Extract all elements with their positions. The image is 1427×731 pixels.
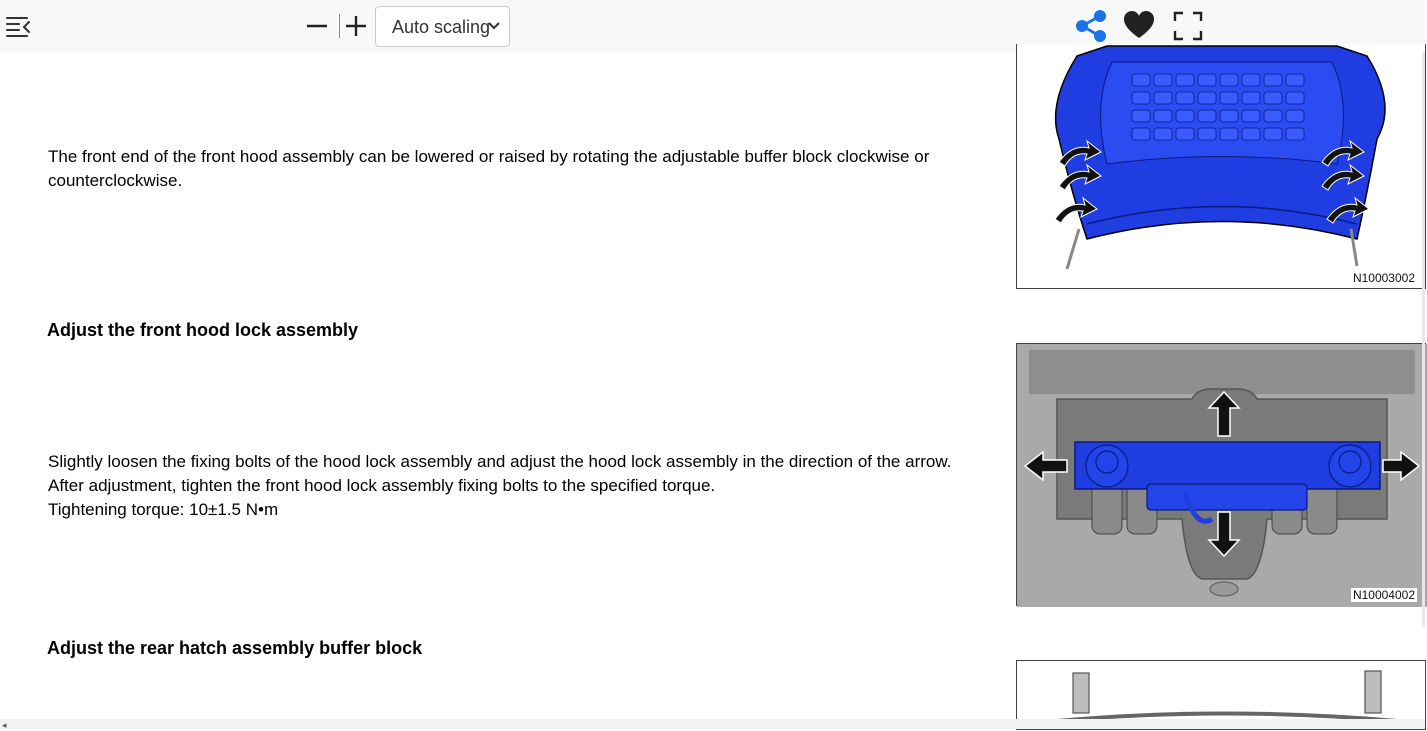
hood-lock-heading: Adjust the front hood lock assembly [47, 320, 359, 340]
fullscreen-button[interactable] [1172, 10, 1204, 42]
chevron-down-icon [487, 19, 501, 33]
tightening-torque: Tightening torque: 10±1.5 N•m [48, 500, 279, 519]
share-icon [1074, 9, 1108, 43]
figure-code-label: N10004002 [1352, 588, 1415, 602]
menu-collapse-icon[interactable] [6, 14, 32, 38]
zoom-in-button[interactable] [342, 12, 370, 40]
scroll-left-icon[interactable]: ◂ [2, 720, 7, 730]
hood-buffer-paragraph: The front end of the front hood assembly can be lowered or raised by rotating the adjustable buffer block clockwise or counterclockwise. [48, 147, 930, 190]
plus-icon [342, 12, 370, 40]
hood-lock-step-1: Slightly loosen the fixing bolts of the hood lock assembly and adjust the hood lock assembly in the direction of the arrow. [48, 452, 952, 471]
share-button[interactable] [1074, 9, 1108, 43]
minus-icon [303, 12, 331, 40]
toolbar-divider [339, 14, 340, 38]
hood-lock-illustration [1017, 344, 1427, 607]
hood-illustration [1017, 44, 1427, 289]
fullscreen-icon [1172, 10, 1204, 42]
zoom-out-button[interactable] [303, 12, 331, 40]
horizontal-scrollbar[interactable] [0, 719, 1425, 729]
rear-hatch-heading: Adjust the rear hatch assembly buffer block [47, 638, 423, 658]
hood-lock-figure [1016, 343, 1426, 606]
zoom-scale-select[interactable] [375, 6, 510, 47]
favorite-button[interactable] [1122, 9, 1156, 41]
figure-code-label: N10003002 [1352, 271, 1415, 285]
vertical-scrollbar[interactable] [1422, 52, 1425, 627]
heart-icon [1122, 9, 1156, 41]
hood-lock-paragraph [48, 450, 1023, 522]
hood-lock-step-2: After adjustment, tighten the front hood lock assembly fixing bolts to the specified torque. [48, 476, 716, 495]
zoom-scale-value: Auto scaling [392, 17, 491, 37]
hood-buffer-figure [1016, 44, 1426, 289]
